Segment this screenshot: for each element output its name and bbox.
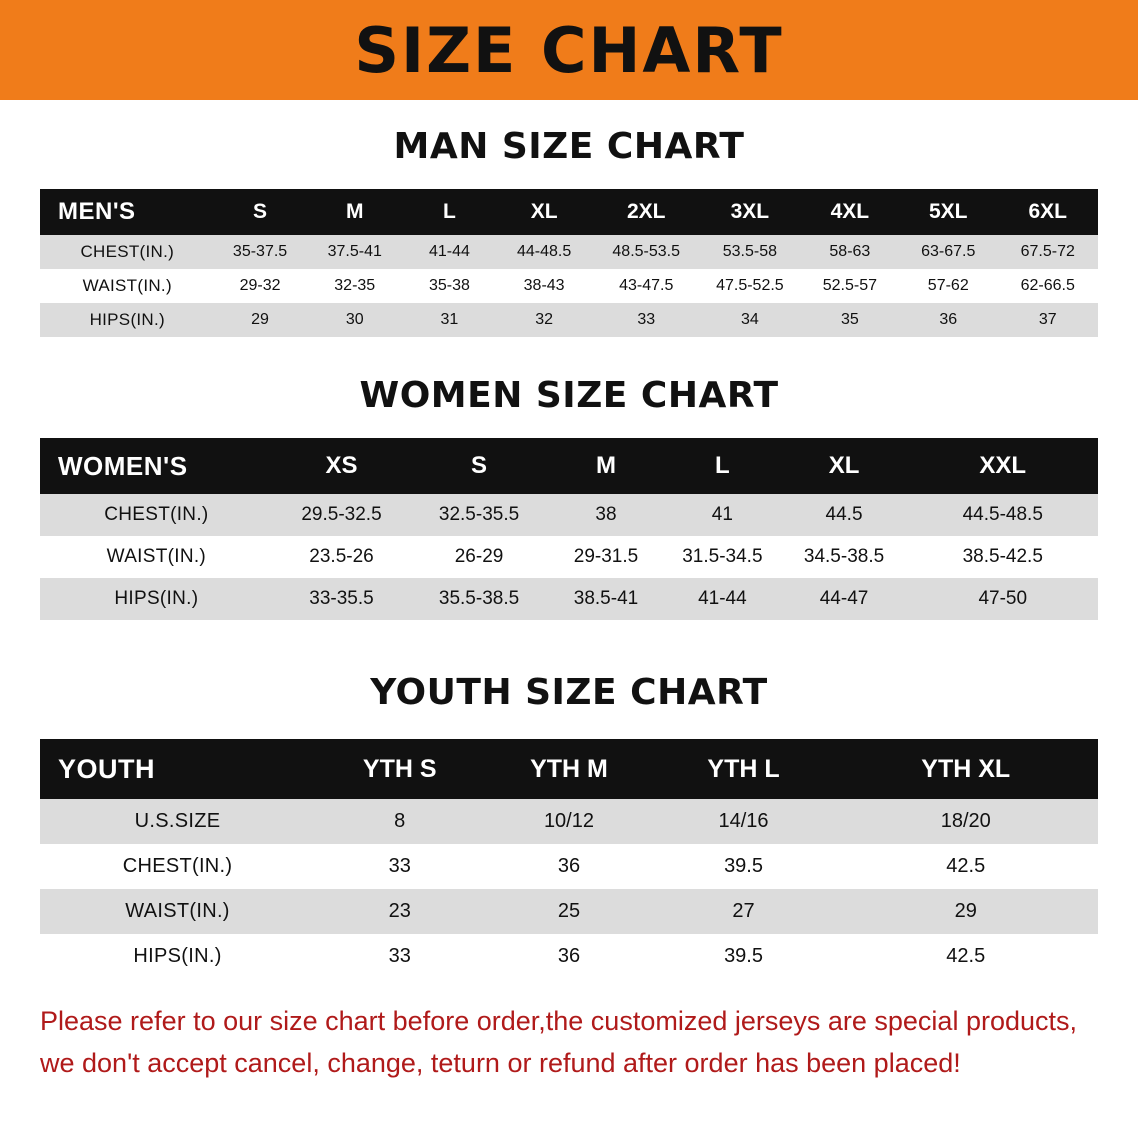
youth-cell-chest-m: 36 [484,844,653,889]
women-size-table [40,438,1098,620]
women-header-cell-6: XXL [908,438,1098,494]
man-size-table [40,189,1098,337]
women-section-title: WOMEN SIZE CHART [359,375,779,416]
youth-cell-hips-xl: 42.5 [833,934,1098,979]
table-row [40,934,1098,979]
man-header-cell-6: 3XL [699,189,801,235]
man-cell-waist-s: 29-32 [215,269,306,303]
man-cell-hips-4xl: 35 [801,303,899,337]
man-header-cell-8: 5XL [899,189,997,235]
man-cell-hips-xl: 32 [495,303,593,337]
man-row-label-chest: CHEST(IN.) [40,235,215,269]
women-cell-hips-xxl: 47-50 [908,578,1098,620]
man-cell-waist-l: 35-38 [404,269,495,303]
table-row [40,844,1098,889]
man-cell-waist-6xl: 62-66.5 [997,269,1098,303]
youth-cell-hips-l: 39.5 [654,934,834,979]
women-header-cell-1: XS [273,438,411,494]
women-cell-chest-xs: 29.5-32.5 [273,494,411,536]
youth-header-cell-2: YTH M [484,739,653,799]
women-cell-waist-s: 26-29 [410,536,548,578]
man-cell-hips-5xl: 36 [899,303,997,337]
women-header-cell-0: WOMEN'S [40,438,273,494]
women-header-cell-2: S [410,438,548,494]
youth-cell-hips-s: 33 [315,934,484,979]
women-cell-hips-xl: 44-47 [781,578,908,620]
man-header-cell-5: 2XL [593,189,699,235]
women-cell-hips-m: 38.5-41 [548,578,664,620]
header-banner [0,0,1138,100]
youth-table-wrapper [0,739,1138,979]
table-row [40,269,1098,303]
man-cell-hips-m: 30 [306,303,404,337]
man-cell-waist-xl: 38-43 [495,269,593,303]
man-table-wrapper [0,189,1138,337]
man-cell-hips-s: 29 [215,303,306,337]
women-cell-waist-xl: 34.5-38.5 [781,536,908,578]
man-cell-chest-xl: 44-48.5 [495,235,593,269]
youth-cell-ussize-s: 8 [315,799,484,844]
youth-cell-ussize-l: 14/16 [654,799,834,844]
man-cell-waist-5xl: 57-62 [899,269,997,303]
youth-size-table [40,739,1098,979]
man-cell-chest-l: 41-44 [404,235,495,269]
youth-header-cell-3: YTH L [654,739,834,799]
man-header-cell-1: S [215,189,306,235]
women-cell-waist-xxl: 38.5-42.5 [908,536,1098,578]
women-header-cell-3: M [548,438,664,494]
youth-header-cell-1: YTH S [315,739,484,799]
disclaimer-line-2: we don't accept cancel, change, teturn or refund after order has been placed! [40,1047,961,1078]
youth-row-label-hips: HIPS(IN.) [40,934,315,979]
man-cell-chest-2xl: 48.5-53.5 [593,235,699,269]
women-cell-waist-m: 29-31.5 [548,536,664,578]
women-cell-waist-xs: 23.5-26 [273,536,411,578]
man-cell-waist-3xl: 47.5-52.5 [699,269,801,303]
man-row-label-waist: WAIST(IN.) [40,269,215,303]
women-cell-hips-s: 35.5-38.5 [410,578,548,620]
man-cell-waist-4xl: 52.5-57 [801,269,899,303]
women-header-cell-5: XL [781,438,908,494]
youth-cell-waist-m: 25 [484,889,653,934]
man-cell-chest-6xl: 67.5-72 [997,235,1098,269]
man-header-cell-4: XL [495,189,593,235]
man-header-cell-0: MEN'S [40,189,215,235]
table-row [40,494,1098,536]
man-cell-hips-3xl: 34 [699,303,801,337]
table-row [40,235,1098,269]
man-cell-waist-2xl: 43-47.5 [593,269,699,303]
women-table-wrapper [0,438,1138,620]
man-cell-waist-m: 32-35 [306,269,404,303]
women-header-cell-4: L [664,438,780,494]
youth-header-cell-4: YTH XL [833,739,1098,799]
man-cell-chest-5xl: 63-67.5 [899,235,997,269]
man-cell-chest-m: 37.5-41 [306,235,404,269]
man-cell-chest-s: 35-37.5 [215,235,306,269]
women-cell-hips-xs: 33-35.5 [273,578,411,620]
youth-cell-waist-xl: 29 [833,889,1098,934]
man-cell-chest-4xl: 58-63 [801,235,899,269]
man-cell-hips-l: 31 [404,303,495,337]
women-row-label-waist: WAIST(IN.) [40,536,273,578]
table-row [40,303,1098,337]
youth-cell-ussize-m: 10/12 [484,799,653,844]
youth-row-label-chest: CHEST(IN.) [40,844,315,889]
women-cell-chest-s: 32.5-35.5 [410,494,548,536]
youth-cell-waist-l: 27 [654,889,834,934]
youth-table-header-row [40,739,1098,799]
women-cell-chest-xl: 44.5 [781,494,908,536]
youth-cell-ussize-xl: 18/20 [833,799,1098,844]
women-cell-hips-l: 41-44 [664,578,780,620]
disclaimer-line-1: Please refer to our size chart before order,the customized jerseys are special products, [40,1006,1078,1036]
youth-cell-chest-xl: 42.5 [833,844,1098,889]
man-section-title: MAN SIZE CHART [393,126,745,167]
women-row-label-chest: CHEST(IN.) [40,494,273,536]
youth-cell-waist-s: 23 [315,889,484,934]
women-cell-waist-l: 31.5-34.5 [664,536,780,578]
man-row-label-hips: HIPS(IN.) [40,303,215,337]
youth-section-title: YOUTH SIZE CHART [370,672,768,713]
man-header-cell-9: 6XL [997,189,1098,235]
man-cell-hips-6xl: 37 [997,303,1098,337]
table-row [40,578,1098,620]
women-cell-chest-xxl: 44.5-48.5 [908,494,1098,536]
man-header-cell-7: 4XL [801,189,899,235]
youth-header-cell-0: YOUTH [40,739,315,799]
women-cell-chest-m: 38 [548,494,664,536]
youth-cell-hips-m: 36 [484,934,653,979]
youth-cell-chest-s: 33 [315,844,484,889]
women-row-label-hips: HIPS(IN.) [40,578,273,620]
man-header-cell-2: M [306,189,404,235]
youth-row-label-ussize: U.S.SIZE [40,799,315,844]
women-cell-chest-l: 41 [664,494,780,536]
man-header-cell-3: L [404,189,495,235]
table-row [40,889,1098,934]
youth-cell-chest-l: 39.5 [654,844,834,889]
man-table-header-row [40,189,1098,235]
youth-row-label-waist: WAIST(IN.) [40,889,315,934]
table-row [40,799,1098,844]
page-title: SIZE CHART [354,14,784,87]
table-row [40,536,1098,578]
man-cell-chest-3xl: 53.5-58 [699,235,801,269]
man-cell-hips-2xl: 33 [593,303,699,337]
disclaimer-note [0,979,1138,1085]
women-table-header-row [40,438,1098,494]
